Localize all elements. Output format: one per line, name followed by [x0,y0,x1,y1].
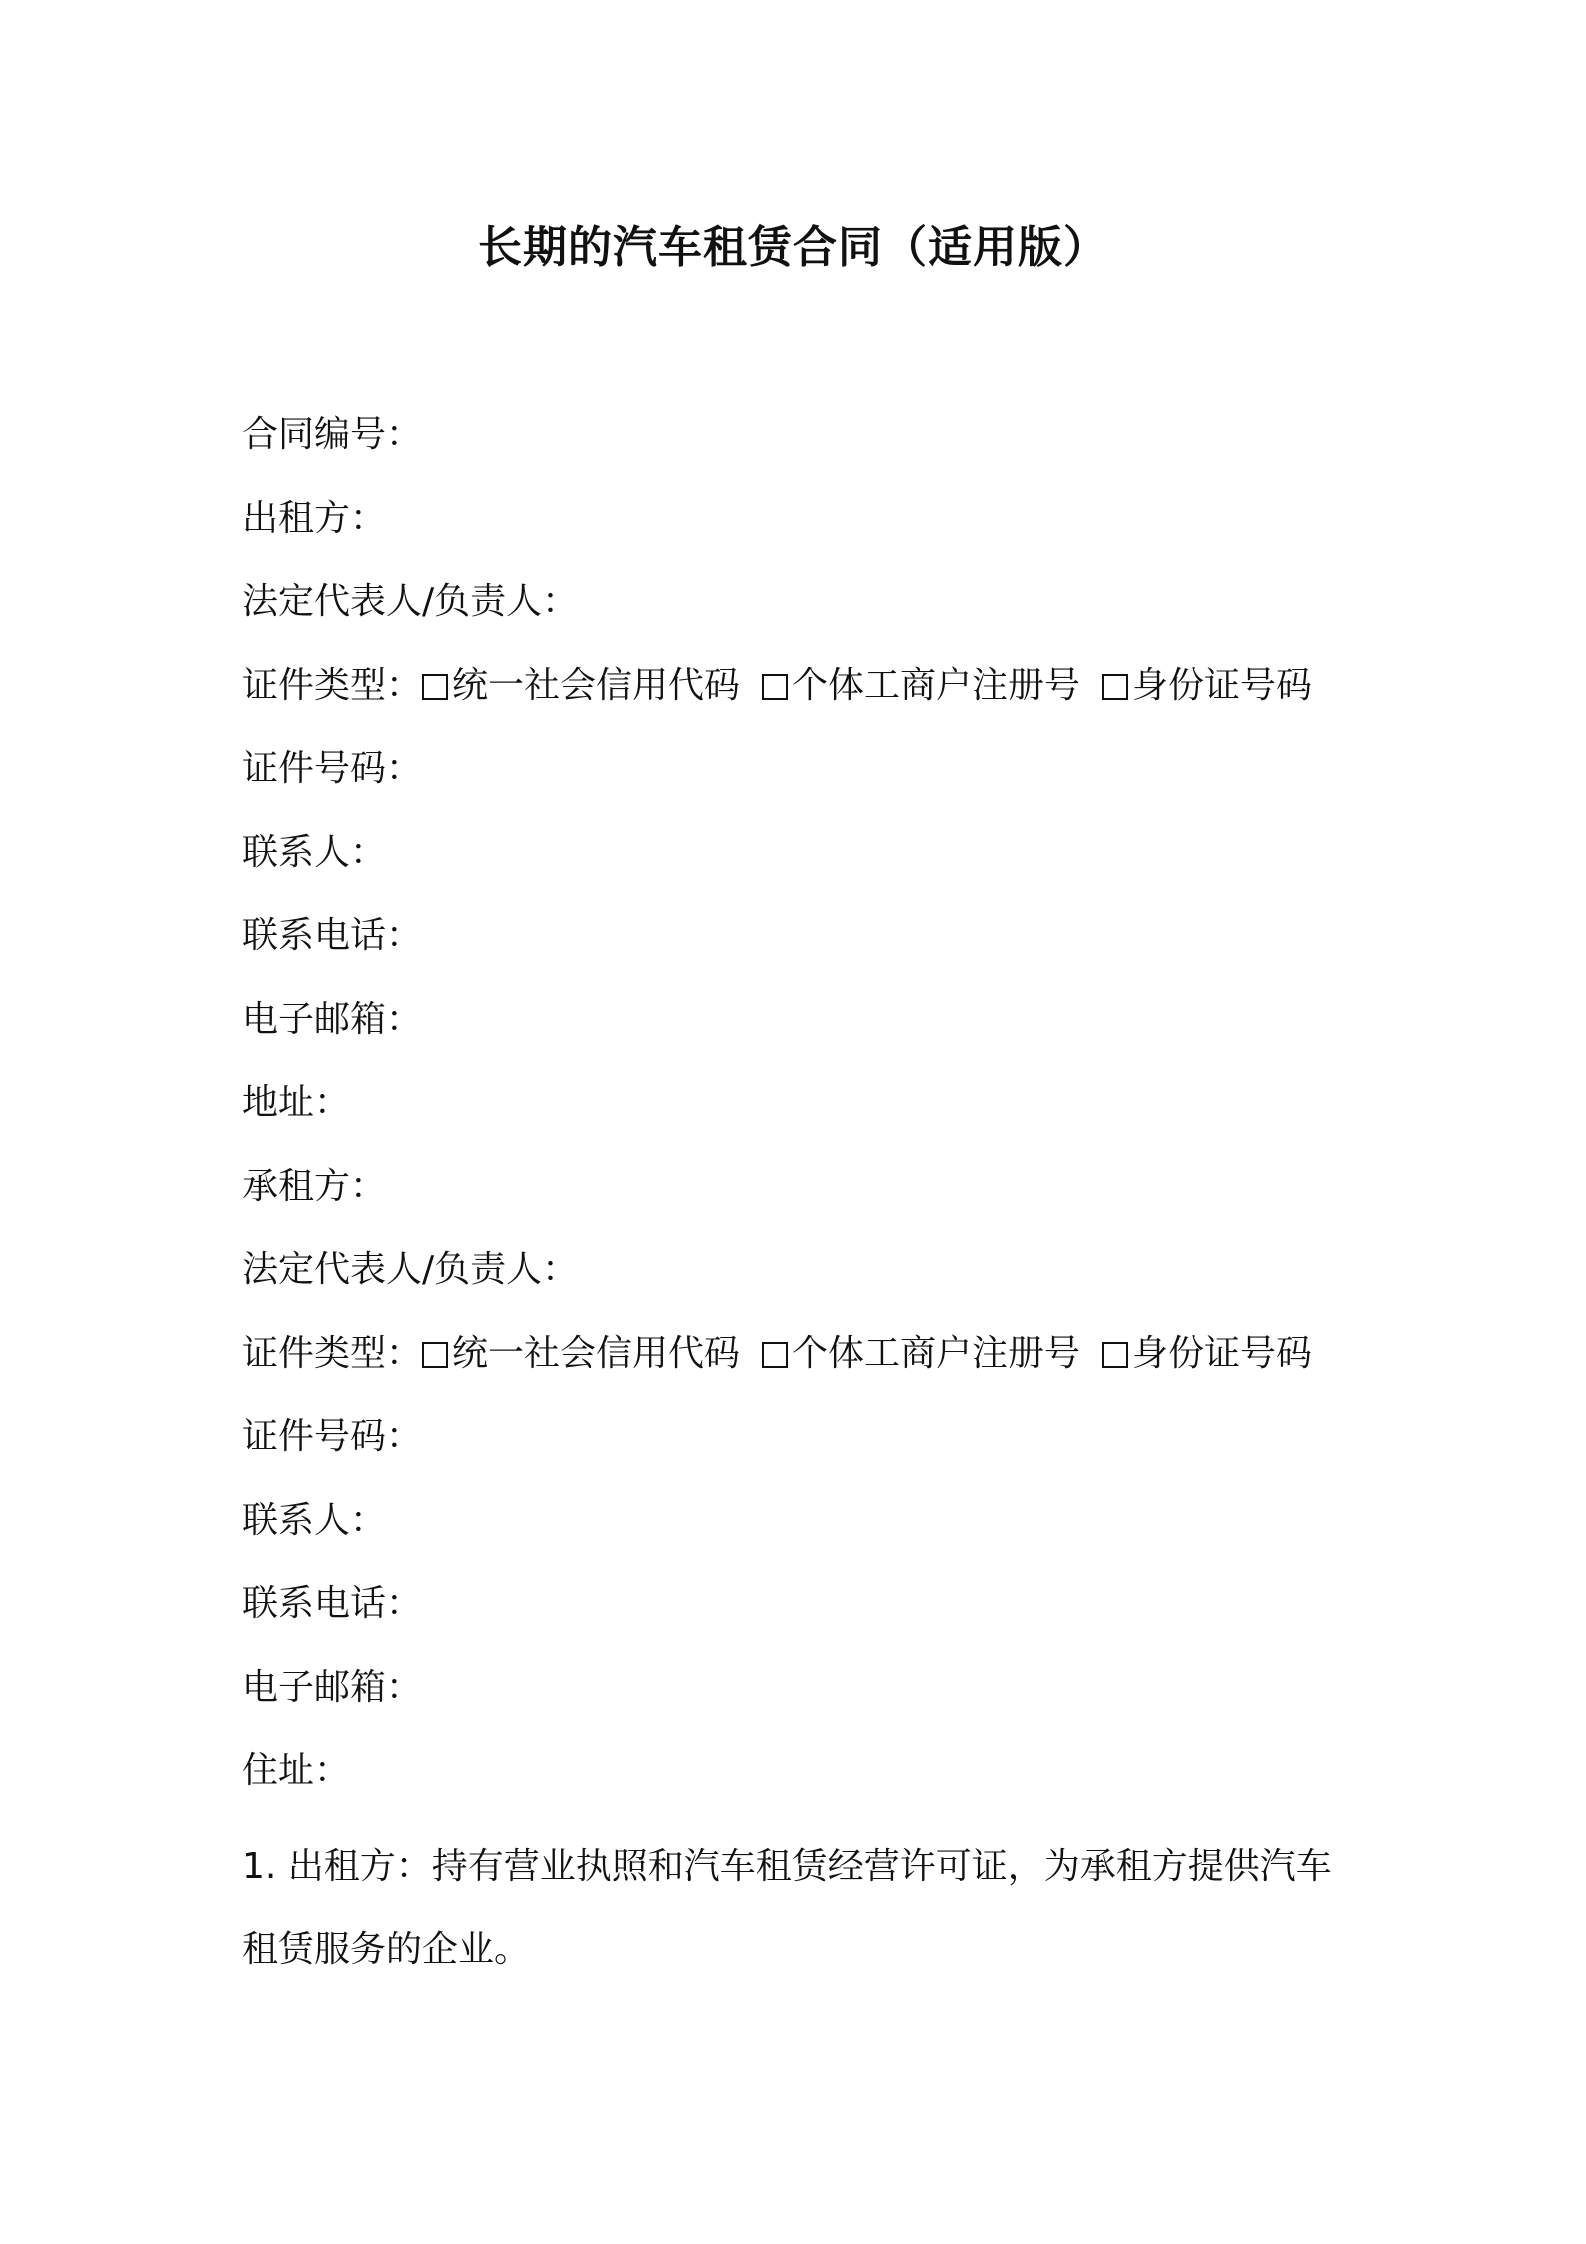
lessee-id-option-credit-code-label: 统一社会信用代码 [452,1332,741,1374]
lessee-phone-label: 联系电话： [242,1583,423,1624]
lessor-email-line [242,990,1362,1074]
lessor-email-label: 电子邮箱： [242,998,423,1040]
lessee-id-type-line [242,1324,1362,1408]
lessee-contact-line [242,1491,1362,1575]
lessee-representative-line [242,1240,1362,1324]
lessor-address-line [242,1073,1362,1157]
lessor-phone-label: 联系电话： [242,915,423,956]
lessee-email-line [242,1658,1362,1742]
contract-number-label: 合同编号： [242,414,423,455]
lessee-contact-label: 联系人： [242,1499,387,1541]
lessee-label: 承租方： [242,1165,387,1207]
lessor-id-type-line [242,656,1362,740]
lessor-phone-line [242,906,1362,990]
lessor-id-number-label: 证件号码： [242,748,423,789]
lessee-id-number-line [242,1407,1362,1491]
document-title: 长期的汽车租赁合同（适用版） [478,222,1108,273]
lessor-contact-line [242,823,1362,907]
lessee-id-option-id-card-label: 身份证号码 [1132,1332,1313,1374]
lessee-line [242,1157,1362,1241]
lessee-id-option-credit-code[interactable] [422,1324,740,1384]
lessee-id-option-id-card[interactable] [1102,1324,1312,1384]
checkbox-icon[interactable] [422,674,448,700]
document-body [242,405,1362,1992]
lessor-line [242,489,1362,573]
checkbox-icon[interactable] [422,1342,448,1368]
lessor-id-type-label: 证件类型： [242,664,423,706]
lessee-id-option-business-reg[interactable] [762,1324,1080,1384]
contract-number-line [242,405,1362,489]
clause-1-paragraph: 1. 出租方：持有营业执照和汽车租赁经营许可证，为承租方提供汽车租赁服务的企业。 [242,1845,1332,1970]
lessor-representative-line [242,572,1362,656]
lessor-id-option-id-card-label: 身份证号码 [1132,664,1313,706]
lessor-id-option-business-reg[interactable] [762,656,1080,716]
lessee-email-label: 电子邮箱： [242,1666,423,1708]
lessee-phone-line [242,1574,1362,1658]
lessor-id-option-business-reg-label: 个体工商户注册号 [792,664,1081,706]
lessor-representative-label: 法定代表人/负责人： [242,581,579,622]
lessee-address-label: 住址： [242,1750,351,1791]
lessee-address-line [242,1741,1362,1825]
lessor-contact-label: 联系人： [242,831,387,873]
checkbox-icon[interactable] [1102,1342,1128,1368]
lessor-label: 出租方： [242,497,387,539]
checkbox-icon[interactable] [762,1342,788,1368]
checkbox-icon[interactable] [762,674,788,700]
lessee-representative-label: 法定代表人/负责人： [242,1249,579,1290]
lessor-id-option-credit-code[interactable] [422,656,740,716]
lessor-id-option-credit-code-label: 统一社会信用代码 [452,664,741,706]
lessee-id-number-label: 证件号码： [242,1416,423,1457]
lessee-id-option-business-reg-label: 个体工商户注册号 [792,1332,1081,1374]
lessor-id-option-id-card[interactable] [1102,656,1312,716]
checkbox-icon[interactable] [1102,674,1128,700]
lessor-address-label: 地址： [242,1082,351,1123]
lessor-id-number-line [242,739,1362,823]
lessee-id-type-label: 证件类型： [242,1332,423,1374]
